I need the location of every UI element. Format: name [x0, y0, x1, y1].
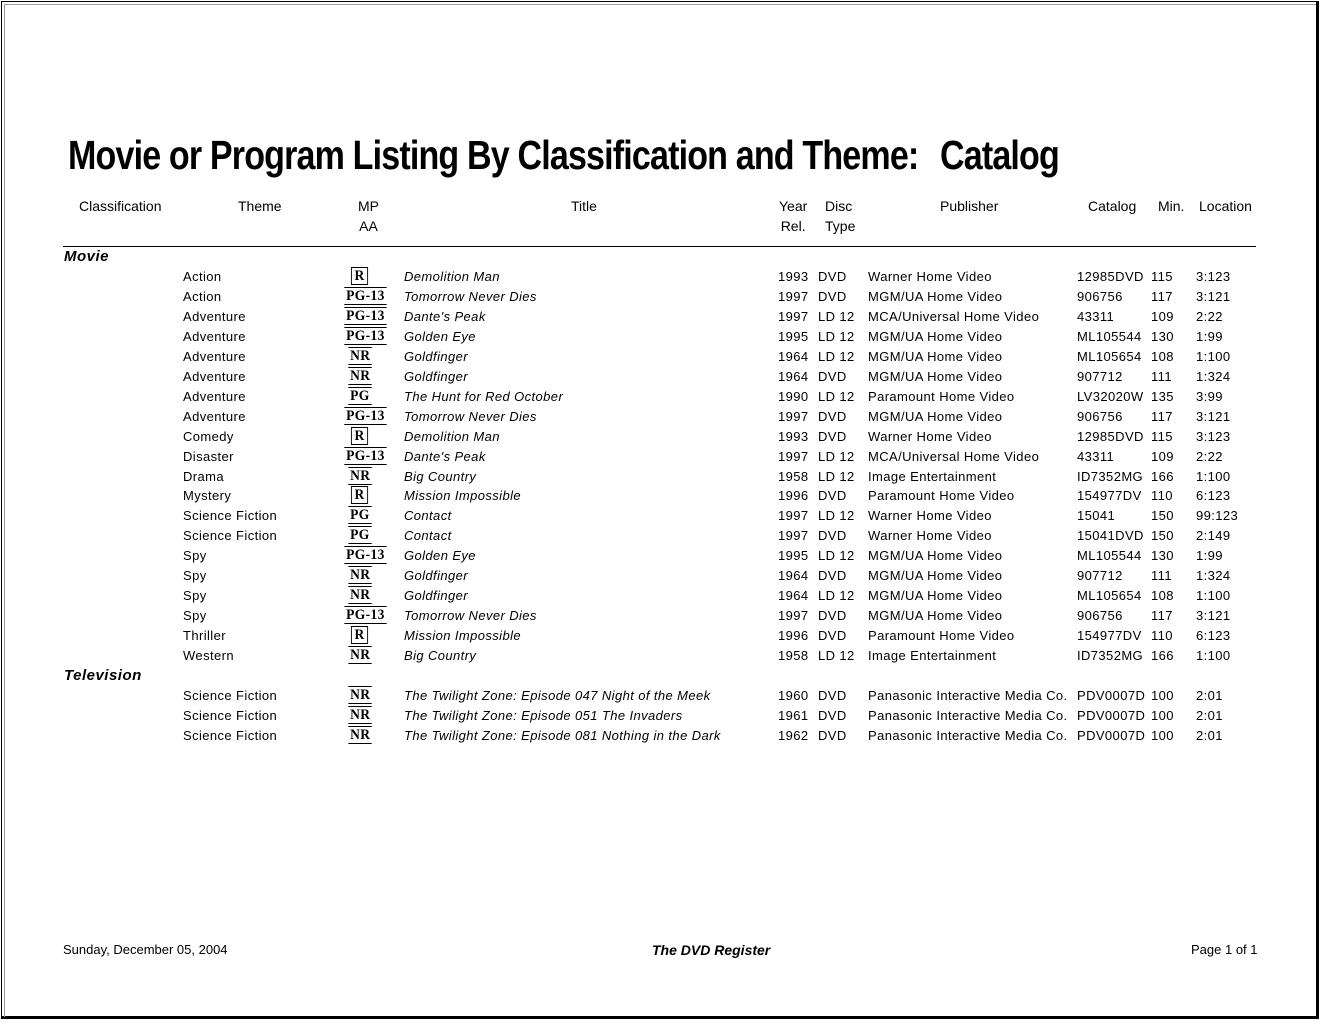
row-publisher: Warner Home Video: [868, 428, 992, 444]
row-title: Goldfinger: [404, 568, 468, 584]
row-publisher: Warner Home Video: [868, 269, 992, 284]
row-theme: Adventure: [183, 388, 246, 404]
report-title-prefix: Movie or Program Listing By Classification and Theme:: [68, 132, 919, 178]
row-publisher: Paramount Home Video: [868, 628, 1015, 644]
row-year: 1997: [778, 528, 809, 544]
table-row: [0, 327, 1326, 347]
row-year: 1958: [778, 468, 809, 484]
row-rating: [342, 447, 385, 465]
row-disc-type: DVD: [818, 608, 847, 624]
row-disc-type: DVD: [818, 288, 847, 304]
table-row: [0, 586, 1326, 606]
row-year: 1995: [778, 328, 809, 344]
row-location: 3:121: [1196, 408, 1231, 424]
row-location: 2:22: [1196, 448, 1223, 464]
row-title: Tomorrow Never Dies: [404, 608, 537, 624]
row-title: The Twilight Zone: Episode 081 Nothing in the Dark: [404, 727, 721, 743]
row-theme: Mystery: [183, 488, 232, 504]
row-location: 3:121: [1196, 608, 1231, 624]
mpaa-rating-badge: NR: [349, 587, 371, 604]
mpaa-rating-badge: PG-13: [346, 327, 385, 344]
row-title: The Twilight Zone: Episode 047 Night of the Meek: [404, 688, 711, 703]
mpaa-rating-badge: R: [351, 486, 368, 504]
header-catalog: Catalog: [1088, 198, 1137, 214]
row-year: 1993: [778, 269, 809, 284]
footer-page-number: Page 1 of 1: [1191, 942, 1258, 957]
row-location: 2:22: [1196, 308, 1223, 324]
row-disc-type: LD 12: [818, 328, 855, 344]
row-location: 3:121: [1196, 288, 1231, 304]
row-title: Contact: [404, 508, 452, 524]
row-year: 1997: [778, 308, 809, 324]
row-disc-type: LD 12: [818, 388, 855, 404]
row-rating: [342, 427, 378, 445]
mpaa-rating-badge: PG-13: [346, 547, 385, 564]
row-minutes: 166: [1151, 468, 1174, 484]
row-publisher: MGM/UA Home Video: [868, 348, 1003, 364]
row-year: 1997: [778, 448, 809, 464]
row-title: Goldfinger: [404, 368, 468, 384]
row-rating: [342, 486, 378, 504]
report-title: [68, 132, 1059, 179]
row-publisher: MGM/UA Home Video: [868, 368, 1003, 384]
row-catalog: ML105544: [1077, 328, 1142, 344]
header-mpaa-line1: MP: [358, 198, 379, 214]
row-minutes: 100: [1151, 688, 1174, 703]
row-theme: Action: [183, 288, 222, 304]
row-disc-type: DVD: [818, 488, 847, 504]
mpaa-rating-badge: PG-13: [346, 307, 385, 324]
mpaa-rating-badge: NR: [349, 347, 371, 364]
row-theme: Science Fiction: [183, 528, 278, 544]
table-row: [0, 467, 1326, 487]
mpaa-rating-badge: PG-13: [346, 287, 385, 304]
table-row: [0, 387, 1326, 407]
row-publisher: Panasonic Interactive Media Co.: [868, 707, 1068, 723]
row-catalog: 907712: [1077, 368, 1123, 384]
header-year-line2: Rel.: [780, 218, 806, 234]
row-theme: Adventure: [183, 368, 246, 384]
row-title: Goldfinger: [404, 348, 468, 364]
table-row: [0, 347, 1326, 367]
row-catalog: 906756: [1077, 608, 1123, 624]
row-title: Demolition Man: [404, 269, 500, 284]
group-heading: Television: [64, 667, 142, 684]
row-minutes: 117: [1151, 608, 1173, 624]
header-publisher: Publisher: [940, 198, 999, 214]
header-min: Min.: [1158, 198, 1185, 214]
row-minutes: 111: [1151, 368, 1172, 384]
row-theme: Spy: [183, 548, 207, 564]
row-year: 1958: [778, 648, 809, 664]
row-publisher: MGM/UA Home Video: [868, 288, 1003, 304]
row-title: Mission Impossible: [404, 488, 522, 504]
row-theme: Thriller: [183, 628, 226, 644]
row-location: 1:100: [1196, 348, 1231, 364]
header-classification: Classification: [79, 198, 162, 214]
row-rating: [342, 506, 378, 524]
row-catalog: 43311: [1077, 448, 1115, 464]
row-title: Mission Impossible: [404, 628, 522, 644]
row-location: 2:01: [1196, 688, 1223, 703]
table-row: [0, 606, 1326, 626]
row-year: 1993: [778, 428, 809, 444]
row-title: Demolition Man: [404, 428, 500, 444]
header-title: Title: [571, 198, 597, 214]
row-year: 1990: [778, 388, 809, 404]
row-year: 1964: [778, 568, 809, 584]
row-publisher: MGM/UA Home Video: [868, 408, 1003, 424]
row-catalog: ML105654: [1077, 348, 1142, 364]
row-location: 6:123: [1196, 488, 1231, 504]
row-year: 1995: [778, 548, 809, 564]
header-disc-line2: Type: [825, 218, 856, 234]
row-location: 1:100: [1196, 588, 1231, 604]
header-mpaa-line2: AA: [359, 218, 378, 234]
row-title: Golden Eye: [404, 548, 476, 564]
row-minutes: 115: [1151, 269, 1173, 284]
row-catalog: ID7352MG: [1077, 468, 1144, 484]
row-catalog: ID7352MG: [1077, 648, 1144, 664]
mpaa-rating-badge: NR: [349, 567, 371, 584]
row-theme: Disaster: [183, 448, 234, 464]
row-minutes: 135: [1151, 388, 1174, 404]
row-location: 2:01: [1196, 727, 1223, 743]
row-year: 1997: [778, 408, 809, 424]
table-row: [0, 407, 1326, 427]
row-title: The Hunt for Red October: [404, 388, 564, 404]
group-heading: Movie: [64, 248, 110, 265]
mpaa-rating-badge: PG: [350, 507, 370, 524]
row-rating: [342, 546, 385, 564]
row-catalog: 15041: [1077, 508, 1116, 524]
table-row: [0, 267, 1326, 287]
row-theme: Adventure: [183, 328, 246, 344]
row-publisher: Warner Home Video: [868, 528, 992, 544]
row-disc-type: DVD: [818, 428, 847, 444]
row-catalog: 154977DV: [1077, 488, 1142, 504]
row-rating: [342, 387, 378, 405]
header-mpaa: [358, 196, 379, 236]
table-row: [0, 686, 1326, 706]
row-publisher: MCA/Universal Home Video: [868, 308, 1040, 324]
mpaa-rating-badge: R: [351, 427, 368, 445]
row-year: 1964: [778, 368, 809, 384]
row-disc-type: DVD: [818, 269, 847, 284]
row-minutes: 100: [1151, 727, 1174, 743]
row-disc-type: LD 12: [818, 588, 855, 604]
row-disc-type: DVD: [818, 688, 847, 703]
row-disc-type: LD 12: [818, 548, 855, 564]
row-theme: Adventure: [183, 348, 246, 364]
row-location: 3:123: [1196, 428, 1231, 444]
row-minutes: 109: [1151, 308, 1174, 324]
row-publisher: Panasonic Interactive Media Co.: [868, 727, 1068, 743]
row-disc-type: LD 12: [818, 648, 855, 664]
row-rating: [342, 327, 385, 345]
row-catalog: 12985DVD: [1077, 269, 1144, 284]
row-minutes: 111: [1151, 568, 1172, 584]
table-row: [0, 427, 1326, 447]
row-rating: [342, 367, 378, 385]
table-row: [0, 307, 1326, 327]
row-rating: [342, 706, 378, 724]
row-disc-type: LD 12: [818, 468, 855, 484]
row-catalog: 154977DV: [1077, 628, 1142, 644]
row-minutes: 108: [1151, 588, 1174, 604]
mpaa-rating-badge: NR: [349, 706, 371, 723]
row-disc-type: DVD: [818, 628, 847, 644]
row-theme: Spy: [183, 568, 207, 584]
header-year: [779, 196, 807, 236]
row-publisher: Warner Home Video: [868, 508, 992, 524]
row-catalog: ML105654: [1077, 588, 1142, 604]
mpaa-rating-badge: NR: [349, 467, 371, 484]
row-title: Tomorrow Never Dies: [404, 288, 537, 304]
row-year: 1996: [778, 488, 809, 504]
row-title: Dante's Peak: [404, 308, 486, 324]
header-theme: Theme: [238, 198, 282, 214]
table-row: [0, 367, 1326, 387]
row-year: 1961: [778, 707, 809, 723]
row-publisher: MGM/UA Home Video: [868, 608, 1003, 624]
row-location: 6:123: [1196, 628, 1231, 644]
row-year: 1962: [778, 727, 809, 743]
row-disc-type: DVD: [818, 408, 847, 424]
row-title: Golden Eye: [404, 328, 476, 344]
mpaa-rating-badge: NR: [349, 726, 371, 743]
table-row: [0, 646, 1326, 666]
table-row: [0, 626, 1326, 646]
row-publisher: Panasonic Interactive Media Co.: [868, 688, 1068, 703]
row-disc-type: LD 12: [818, 448, 855, 464]
row-title: Dante's Peak: [404, 448, 486, 464]
mpaa-rating-badge: R: [351, 626, 368, 644]
row-disc-type: DVD: [818, 707, 847, 723]
table-row: [0, 486, 1326, 506]
row-rating: [342, 267, 378, 285]
mpaa-rating-badge: NR: [349, 647, 371, 664]
row-theme: Spy: [183, 608, 207, 624]
row-disc-type: LD 12: [818, 308, 855, 324]
row-disc-type: LD 12: [818, 348, 855, 364]
mpaa-rating-badge: PG-13: [346, 607, 385, 624]
row-publisher: Image Entertainment: [868, 468, 997, 484]
row-rating: [342, 307, 385, 325]
table-row: [0, 726, 1326, 746]
table-row: [0, 506, 1326, 526]
row-minutes: 130: [1151, 328, 1174, 344]
row-rating: [342, 726, 378, 744]
row-title: Goldfinger: [404, 588, 468, 604]
row-location: 1:324: [1196, 368, 1231, 384]
row-catalog: ML105544: [1077, 548, 1142, 564]
row-location: 2:01: [1196, 707, 1223, 723]
row-theme: Science Fiction: [183, 727, 278, 743]
row-publisher: MGM/UA Home Video: [868, 328, 1003, 344]
row-theme: Comedy: [183, 428, 234, 444]
mpaa-rating-badge: NR: [349, 687, 371, 703]
row-minutes: 100: [1151, 707, 1174, 723]
row-catalog: 43311: [1077, 308, 1115, 324]
row-publisher: Paramount Home Video: [868, 488, 1015, 504]
row-catalog: 907712: [1077, 568, 1123, 584]
row-disc-type: LD 12: [818, 508, 855, 524]
row-publisher: MGM/UA Home Video: [868, 548, 1003, 564]
row-catalog: 12985DVD: [1077, 428, 1144, 444]
row-location: 1:99: [1196, 548, 1223, 564]
row-minutes: 109: [1151, 448, 1174, 464]
row-minutes: 115: [1151, 428, 1173, 444]
row-catalog: 15041DVD: [1077, 528, 1144, 544]
row-catalog: PDV0007D: [1077, 727, 1146, 743]
row-year: 1996: [778, 628, 809, 644]
row-location: 1:99: [1196, 328, 1223, 344]
row-theme: Science Fiction: [183, 707, 278, 723]
table-row: [0, 287, 1326, 307]
mpaa-rating-badge: R: [351, 267, 368, 285]
row-title: Contact: [404, 528, 452, 544]
mpaa-rating-badge: PG-13: [346, 407, 385, 424]
row-minutes: 110: [1151, 488, 1173, 504]
table-row: [0, 706, 1326, 726]
row-rating: [342, 467, 378, 485]
row-minutes: 117: [1151, 408, 1173, 424]
row-catalog: 906756: [1077, 288, 1123, 304]
row-disc-type: DVD: [818, 528, 847, 544]
row-rating: [342, 526, 378, 544]
row-minutes: 130: [1151, 548, 1174, 564]
row-publisher: Paramount Home Video: [868, 388, 1015, 404]
row-minutes: 150: [1151, 508, 1174, 524]
row-title: Tomorrow Never Dies: [404, 408, 537, 424]
row-minutes: 150: [1151, 528, 1174, 544]
row-year: 1997: [778, 608, 809, 624]
row-location: 99:123: [1196, 508, 1239, 524]
row-rating: [342, 407, 385, 425]
row-catalog: LV32020W: [1077, 388, 1144, 404]
row-year: 1964: [778, 588, 809, 604]
row-rating: [342, 646, 378, 664]
footer-report-name: The DVD Register: [652, 942, 771, 958]
row-year: 1997: [778, 288, 809, 304]
row-year: 1960: [778, 688, 809, 703]
row-minutes: 108: [1151, 348, 1174, 364]
row-catalog: 906756: [1077, 408, 1123, 424]
row-theme: Adventure: [183, 408, 246, 424]
header-disc: [825, 196, 855, 236]
row-theme: Western: [183, 648, 234, 664]
row-location: 1:324: [1196, 568, 1231, 584]
table-row: [0, 546, 1326, 566]
mpaa-rating-badge: NR: [349, 367, 371, 384]
row-title: Big Country: [404, 468, 477, 484]
row-title: Big Country: [404, 648, 477, 664]
row-minutes: 166: [1151, 648, 1174, 664]
table-row: [0, 566, 1326, 586]
table-row: [0, 447, 1326, 467]
header-year-line1: Year: [779, 198, 808, 214]
row-rating: [342, 287, 385, 305]
row-theme: Science Fiction: [183, 508, 278, 524]
row-publisher: MGM/UA Home Video: [868, 568, 1003, 584]
row-rating: [342, 566, 378, 584]
row-publisher: Image Entertainment: [868, 648, 997, 664]
mpaa-rating-badge: PG-13: [346, 447, 385, 464]
row-theme: Spy: [183, 588, 207, 604]
header-location: Location: [1199, 198, 1252, 214]
row-disc-type: DVD: [818, 568, 847, 584]
table-row: [0, 526, 1326, 546]
row-title: The Twilight Zone: Episode 051 The Invaders: [404, 707, 683, 723]
row-catalog: PDV0007D: [1077, 688, 1146, 703]
row-disc-type: DVD: [818, 727, 847, 743]
row-publisher: MGM/UA Home Video: [868, 588, 1003, 604]
row-location: 2:149: [1196, 528, 1231, 544]
row-rating: [342, 686, 378, 704]
row-rating: [342, 347, 378, 365]
row-year: 1964: [778, 348, 809, 364]
row-rating: [342, 606, 385, 624]
row-location: 3:123: [1196, 269, 1231, 284]
mpaa-rating-badge: PG: [350, 387, 370, 404]
row-year: 1997: [778, 508, 809, 524]
header-disc-line1: Disc: [825, 198, 853, 214]
row-location: 1:100: [1196, 648, 1231, 664]
row-minutes: 117: [1151, 288, 1173, 304]
report-title-suffix: Catalog: [939, 132, 1059, 178]
header-divider: [63, 246, 1256, 247]
row-rating: [342, 586, 378, 604]
row-catalog: PDV0007D: [1077, 707, 1146, 723]
row-theme: Adventure: [183, 308, 246, 324]
row-theme: Drama: [183, 468, 225, 484]
row-theme: Action: [183, 269, 222, 284]
row-theme: Science Fiction: [183, 688, 278, 703]
row-publisher: MCA/Universal Home Video: [868, 448, 1040, 464]
row-disc-type: DVD: [818, 368, 847, 384]
row-rating: [342, 626, 378, 644]
row-location: 3:99: [1196, 388, 1223, 404]
footer-date: Sunday, December 05, 2004: [63, 942, 228, 957]
mpaa-rating-badge: PG: [350, 527, 370, 544]
row-location: 1:100: [1196, 468, 1231, 484]
row-minutes: 110: [1151, 628, 1173, 644]
